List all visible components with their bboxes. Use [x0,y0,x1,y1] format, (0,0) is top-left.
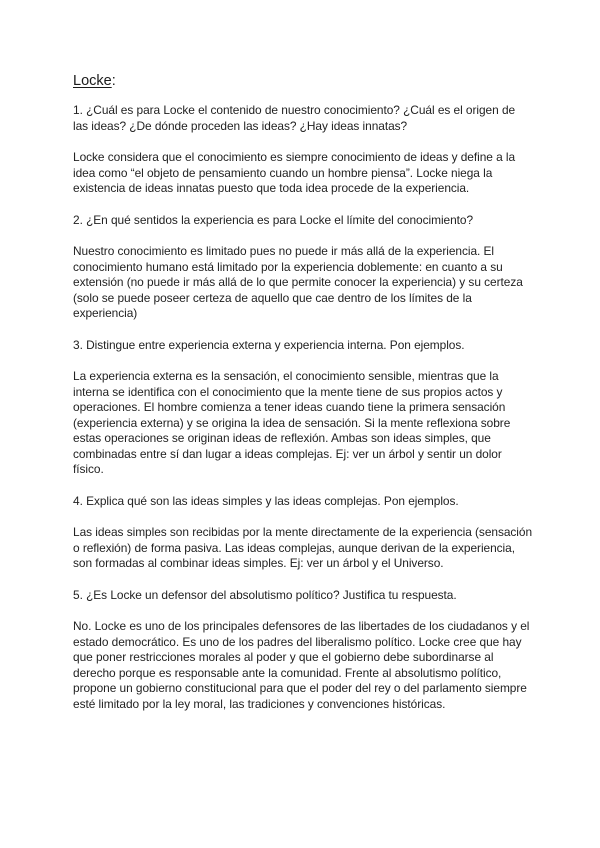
answer-4: Las ideas simples son recibidas por la mente directamente de la experiencia (sensación o reflexión) de forma pasiva. Las ideas complejas, aunque derivan de la experiencia, son formadas al combinar ideas simples. Ej: ver un árbol y el Universo. [73,525,533,570]
question-4: 4. Explica qué son las ideas simples y las ideas complejas. Pon ejemplos. [73,493,459,508]
question-5: 5. ¿Es Locke un defensor del absolutismo político? Justifica tu respuesta. [73,587,457,602]
answer-2: Nuestro conocimiento es limitado pues no puede ir más allá de la experiencia. El conocimiento humano está limitado por la experiencia doblemente: en cuanto a su extensión (no puede ir más allá de lo que permite conocer la experiencia) y su certeza (solo se puede poseer certeza de aquello que cae dentro de los límites de la experiencia) [73,244,523,320]
document-title-colon: : [111,73,116,89]
question-1: 1. ¿Cuál es para Locke el contenido de nuestro conocimiento? ¿Cuál es el origen de las ideas? ¿De dónde proceden las ideas? ¿Hay ideas innatas? [73,103,516,133]
question-3: 3. Distingue entre experiencia externa y experiencia interna. Pon ejemplos. [73,337,465,352]
document-page [73,71,533,728]
answer-1: Locke considera que el conocimiento es siempre conocimiento de ideas y define a la idea como “el objeto de pensamiento cuando un hombre piensa”. Locke niega la existencia de ideas innatas puesto que toda idea procede de la experiencia. [73,150,516,195]
document-title-text: Locke [73,73,112,89]
document-title [73,71,533,91]
answer-3: La experiencia externa es la sensación, el conocimiento sensible, mientras que la interna se identifica con el conocimiento que la mente tiene de sus propios actos y operaciones. El hombre comienza a tener ideas cuando tiene la primera sensación (experiencia externa) y se origina la idea de sensación. Si la mente reflexiona sobre estas operaciones se originan ideas de reflexión. Ambas son ideas simples, que combinadas entre sí dan lugar a ideas complejas. Ej: ver un árbol y sentir un dolor físico. [73,369,511,476]
answer-5: No. Locke es uno de los principales defensores de las libertades de los ciudadanos y el estado democrático. Es uno de los padres del liberalismo político. Locke cree que hay que poner restricciones morales al poder y que el gobierno debe subordinarse al derecho porque es responsable ante la comunidad. Frente al absolutismo político, propone un gobierno constitucional para que el poder del rey o del parlamento siempre esté limitado por la ley moral, las tradiciones y convenciones históricas. [73,619,530,711]
question-2: 2. ¿En qué sentidos la experiencia es para Locke el límite del conocimiento? [73,212,474,227]
